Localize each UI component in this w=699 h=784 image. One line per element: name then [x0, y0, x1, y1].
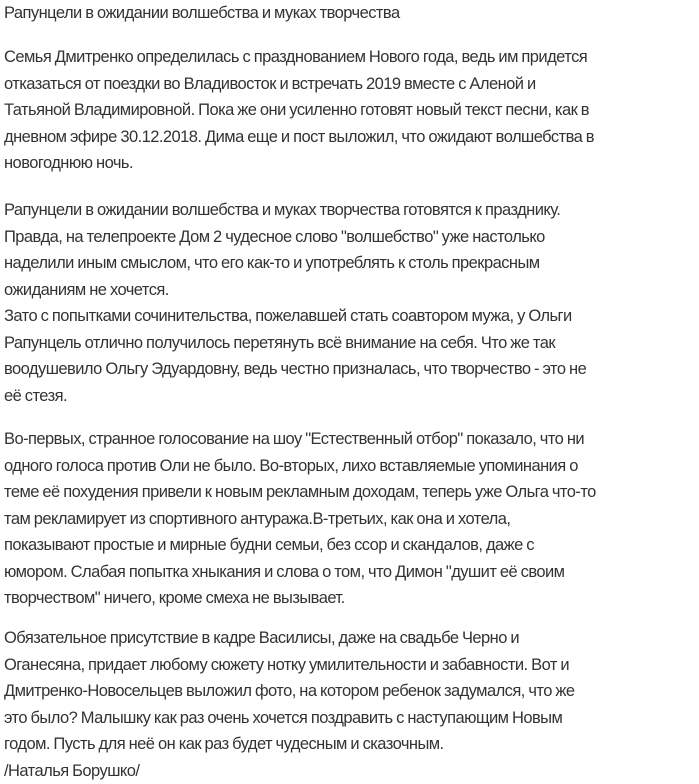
paragraph-line: наделили иным смыслом, что его как-то и употреблять к столь прекрасным: [4, 250, 586, 277]
paragraph-line: Рапунцель отлично получилось перетянуть всё внимание на себя. Что же так: [4, 330, 586, 357]
paragraph-line: новогоднюю ночь.: [4, 150, 594, 177]
paragraph-1: [4, 44, 594, 177]
paragraph-line: Оганесяна, придает любому сюжету нотку умилительности и забавности. Вот и: [4, 652, 574, 679]
author-signature: /Наталья Борушко/: [4, 758, 574, 784]
paragraph-line: воодушевило Ольгу Эдуардовну, ведь честно призналась, что творчество - это не: [4, 356, 586, 383]
paragraph-line: там рекламирует из спортивного антуража.В-третьих, как она и хотела,: [4, 506, 596, 533]
paragraph-line: её стезя.: [4, 383, 586, 410]
paragraph-line: показывают простые и мирные будни семьи, без ссор и скандалов, даже с: [4, 532, 596, 559]
paragraph-line: Зато с попытками сочинительства, пожелавшей стать соавтором мужа, у Ольги: [4, 303, 586, 330]
paragraph-line: дневном эфире 30.12.2018. Дима еще и пост выложил, что ожидают волшебства в: [4, 124, 594, 151]
paragraph-line: Обязательное присутствие в кадре Василисы, даже на свадьбе Черно и: [4, 625, 574, 652]
article-title: Рапунцели в ожидании волшебства и муках творчества: [4, 0, 400, 27]
paragraph-3: [4, 426, 596, 612]
paragraph-line: Татьяной Владимировной. Пока же они усиленно готовят новый текст песни, как в: [4, 97, 594, 124]
paragraph-line: одного голоса против Оли не было. Во-вторых, лихо вставляемые упоминания о: [4, 453, 596, 480]
paragraph-line: отказаться от поездки во Владивосток и встречать 2019 вместе с Аленой и: [4, 71, 594, 98]
paragraph-line: юмором. Слабая попытка хныкания и слова о том, что Димон "душит её своим: [4, 559, 596, 586]
paragraph-line: творчеством" ничего, кроме смеха не вызывает.: [4, 585, 596, 612]
paragraph-line: годом. Пусть для неё он как раз будет чудесным и сказочным.: [4, 731, 574, 758]
paragraph-line: Дмитренко-Новосельцев выложил фото, на котором ребенок задумался, что же: [4, 678, 574, 705]
paragraph-line: ожиданиям не хочется.: [4, 277, 586, 304]
paragraph-line: Во-первых, странное голосование на шоу "Естественный отбор" показало, что ни: [4, 426, 596, 453]
paragraph-2: [4, 197, 586, 409]
paragraph-line: Правда, на телепроекте Дом 2 чудесное слово "волшебство" уже настолько: [4, 224, 586, 251]
paragraph-4: [4, 625, 574, 784]
paragraph-line: Семья Дмитренко определилась с празднованием Нового года, ведь им придется: [4, 44, 594, 71]
paragraph-line: теме её похудения привели к новым рекламным доходам, теперь уже Ольга что-то: [4, 479, 596, 506]
paragraph-line: это было? Малышку как раз очень хочется поздравить с наступающим Новым: [4, 705, 574, 732]
paragraph-line: Рапунцели в ожидании волшебства и муках творчества готовятся к празднику.: [4, 197, 586, 224]
